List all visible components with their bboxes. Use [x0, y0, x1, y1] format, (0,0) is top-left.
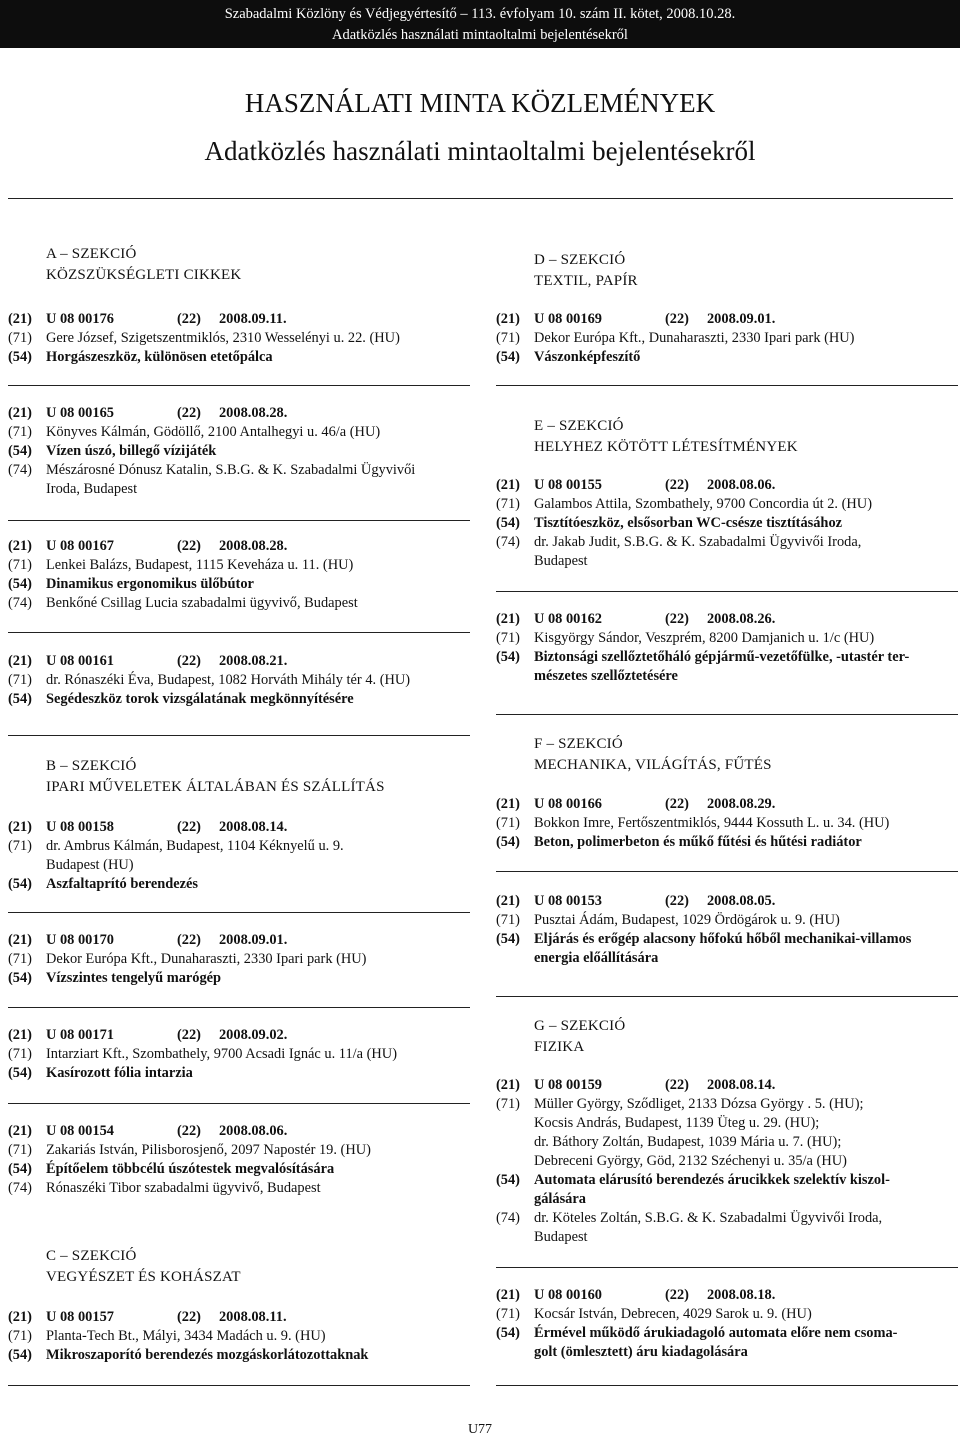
inid-code: (71) [496, 815, 520, 831]
invention-title: Eljárás és erőgép alacsony hőfokú hőből mechanikai-villamos [534, 931, 912, 947]
inid-code: (54) [8, 1161, 32, 1177]
record-u0800162 [496, 610, 909, 686]
record-line [496, 310, 854, 329]
record-line [8, 950, 366, 969]
record-text: dr. Báthory Zoltán, Budapest, 1039 Mária u. 7. (HU); [534, 1134, 842, 1150]
inid-code: (54) [496, 649, 520, 665]
inid-code: (54) [8, 876, 32, 892]
inid-code [8, 856, 46, 875]
divider [8, 632, 470, 633]
record-line [8, 348, 400, 367]
section-f [534, 734, 772, 776]
filing-date: 2008.08.18. [706, 1287, 776, 1303]
record-line [496, 795, 889, 814]
record-text: Intarziart Kft., Szombathely, 9700 Acsadi Ignác u. 11/a (HU) [46, 1046, 397, 1062]
record-u0800165 [8, 404, 415, 499]
record-u0800158 [8, 818, 344, 894]
page-number: U77 [467, 1422, 493, 1437]
section-name: E – SZEKCIÓ [534, 418, 624, 434]
record-line [8, 423, 415, 442]
inid-code: (21) [8, 1123, 32, 1139]
inid-code: (54) [8, 691, 32, 707]
inid-code: (54) [8, 1065, 32, 1081]
filing-date-code: (22) [177, 1123, 201, 1139]
record-text: Benkőné Csillag Lucia szabadalmi ügyvivő, Budapest [46, 595, 358, 611]
divider [496, 714, 958, 715]
record-line [496, 814, 889, 833]
record-line [496, 348, 854, 367]
filing-date-code: (22) [665, 477, 689, 493]
record-line [496, 667, 909, 686]
filing-date-code: (22) [177, 405, 201, 421]
filing-date: 2008.08.05. [706, 893, 776, 909]
section-a [46, 244, 241, 286]
record-text: Galambos Attila, Szombathely, 9700 Concordia út 2. (HU) [534, 496, 872, 512]
record-line [496, 629, 909, 648]
invention-title: Vízszintes tengelyű marógép [46, 970, 222, 986]
inid-code: (71) [8, 424, 32, 440]
inid-code [496, 1228, 534, 1247]
record-line [496, 892, 911, 911]
section-title: MECHANIKA, VILÁGÍTÁS, FŰTÉS [534, 757, 772, 773]
journal-line: Szabadalmi Közlöny és Védjegyértesítő – 113. évfolyam 10. szám II. kötet, 2008.10.28. [224, 6, 736, 22]
filing-date: 2008.09.11. [218, 311, 287, 327]
inid-code: (21) [8, 405, 32, 421]
section-title: HELYHEZ KÖTÖTT LÉTESÍTMÉNYEK [534, 439, 798, 455]
divider [8, 198, 953, 199]
record-text: Kocsis András, Budapest, 1139 Üteg u. 29. (HU); [534, 1115, 820, 1131]
filing-date-code: (22) [177, 653, 201, 669]
record-line [8, 1160, 371, 1179]
record-line [8, 837, 344, 856]
record-line [496, 1171, 890, 1190]
section-name: D – SZEKCIÓ [534, 252, 626, 268]
record-line [8, 818, 344, 837]
record-line [8, 671, 410, 690]
invention-title: Automata elárusító berendezés árucikkek szelektív kiszol- [534, 1172, 890, 1188]
record-u0800154 [8, 1122, 371, 1198]
section-name: G – SZEKCIÓ [534, 1018, 626, 1034]
record-line [496, 533, 872, 552]
record-u0800169 [496, 310, 854, 367]
application-number: U 08 00169 [534, 311, 602, 327]
record-line [496, 495, 872, 514]
invention-title: Beton, polimerbeton és műkő fűtési és hűtési radiátor [534, 834, 862, 850]
filing-date-code: (22) [665, 611, 689, 627]
inid-code: (21) [8, 653, 32, 669]
inid-code [496, 667, 534, 686]
record-line [496, 1343, 897, 1362]
record-line [496, 476, 872, 495]
divider [496, 996, 958, 997]
divider [496, 1385, 958, 1386]
filing-date-code: (22) [665, 1077, 689, 1093]
inid-code: (71) [496, 912, 520, 928]
inid-code: (21) [8, 932, 32, 948]
inid-code: (54) [8, 1347, 32, 1363]
inid-code: (21) [8, 311, 32, 327]
invention-title: Érmével működő árukiadagoló automata előre nem csoma- [534, 1325, 898, 1341]
filing-date-code: (22) [665, 796, 689, 812]
application-number: U 08 00166 [534, 796, 602, 812]
divider [8, 1007, 470, 1008]
inid-code: (71) [496, 496, 520, 512]
filing-date: 2008.08.11. [218, 1309, 287, 1325]
inid-code: (74) [8, 1180, 32, 1196]
record-line [8, 575, 358, 594]
inid-code: (71) [8, 1142, 32, 1158]
filing-date: 2008.09.01. [218, 932, 288, 948]
record-text: Kocsár István, Debrecen, 4029 Sarok u. 9. (HU) [534, 1306, 812, 1322]
record-line [496, 1305, 897, 1324]
record-line [496, 930, 911, 949]
application-number: U 08 00176 [46, 311, 114, 327]
section-title: VEGYÉSZET ÉS KOHÁSZAT [46, 1269, 241, 1285]
divider [8, 1385, 470, 1386]
record-line [8, 461, 415, 480]
divider [496, 1267, 958, 1268]
filing-date: 2008.09.02. [218, 1027, 288, 1043]
inid-code [496, 1190, 534, 1209]
invention-title: Építőelem többcélú úszótestek megvalósítására [46, 1161, 335, 1177]
record-line [8, 480, 415, 499]
application-number: U 08 00157 [46, 1309, 114, 1325]
record-u0800171 [8, 1026, 397, 1083]
section-name: B – SZEKCIÓ [46, 758, 137, 774]
filing-date-code: (22) [665, 893, 689, 909]
filing-date: 2008.08.14. [218, 819, 288, 835]
record-line [496, 1286, 897, 1305]
record-line [8, 969, 366, 988]
inid-code: (71) [8, 1328, 32, 1344]
inid-code: (71) [8, 672, 32, 688]
record-u0800161 [8, 652, 410, 709]
record-text: Kisgyörgy Sándor, Veszprém, 8200 Damjanich u. 1/c (HU) [534, 630, 875, 646]
inid-code: (54) [8, 970, 32, 986]
record-text: dr. Rónaszéki Éva, Budapest, 1082 Horváth Mihály tér 4. (HU) [46, 672, 411, 688]
inid-code: (74) [8, 595, 32, 611]
divider [8, 912, 470, 913]
inid-code: (71) [496, 630, 520, 646]
record-line [496, 1133, 890, 1152]
record-text: Planta-Tech Bt., Mályi, 3434 Madách u. 9. (HU) [46, 1328, 326, 1344]
record-text: Rónaszéki Tibor szabadalmi ügyvivő, Budapest [46, 1180, 321, 1196]
record-text: Budapest [534, 1229, 588, 1245]
record-line [8, 1026, 397, 1045]
section-title: KÖZSZÜKSÉGLETI CIKKEK [46, 267, 242, 283]
inid-code [496, 1114, 534, 1133]
filing-date: 2008.08.21. [218, 653, 288, 669]
inid-code: (71) [8, 838, 32, 854]
record-text: Mészárosné Dónusz Katalin, S.B.G. & K. Szabadalmi Ügyvivői [46, 462, 416, 478]
filing-date-code: (22) [177, 932, 201, 948]
inid-code: (21) [8, 538, 32, 554]
page-subtitle: Adatközlés használati mintaoltalmi bejelentésekről [204, 136, 756, 166]
record-line [496, 949, 911, 968]
inid-code [496, 949, 534, 968]
filing-date: 2008.08.28. [218, 538, 288, 554]
record-line [496, 1076, 890, 1095]
divider [496, 385, 958, 386]
record-line [496, 1190, 890, 1209]
application-number: U 08 00159 [534, 1077, 602, 1093]
inid-code: (71) [8, 951, 32, 967]
inid-code: (71) [496, 1306, 520, 1322]
record-line [8, 1045, 397, 1064]
inid-code: (74) [496, 534, 520, 550]
record-line [496, 1095, 890, 1114]
record-u0800160 [496, 1286, 897, 1362]
inid-code: (21) [496, 1287, 520, 1303]
record-u0800153 [496, 892, 911, 968]
record-line [8, 1327, 368, 1346]
invention-title: Dinamikus ergonomikus ülőbútor [46, 576, 254, 592]
inid-code: (54) [8, 349, 32, 365]
section-b [46, 756, 385, 798]
record-line [8, 310, 400, 329]
inid-code: (71) [496, 1096, 520, 1112]
record-line [8, 690, 410, 709]
inid-code: (54) [496, 349, 520, 365]
divider [8, 520, 470, 521]
inid-code [496, 1343, 534, 1362]
invention-title: mészetes szellőztetésére [534, 668, 678, 684]
invention-title: Horgászeszköz, különösen etetőpálca [46, 349, 273, 365]
filing-date: 2008.08.14. [706, 1077, 776, 1093]
application-number: U 08 00167 [46, 538, 114, 554]
invention-title: Segédeszköz torok vizsgálatának megkönnyítésére [46, 691, 354, 707]
divider [496, 871, 958, 872]
inid-code [496, 1152, 534, 1171]
record-text: Budapest (HU) [46, 857, 134, 873]
inid-code: (54) [496, 931, 520, 947]
record-line [8, 875, 344, 894]
record-line [8, 1141, 371, 1160]
application-number: U 08 00160 [534, 1287, 602, 1303]
inid-code: (21) [496, 611, 520, 627]
record-line [496, 648, 909, 667]
filing-date-code: (22) [665, 311, 689, 327]
inid-code: (54) [8, 443, 32, 459]
invention-title: Mikroszaporító berendezés mozgáskorlátozottaknak [46, 1347, 369, 1363]
inid-code: (21) [496, 1077, 520, 1093]
inid-code [496, 552, 534, 571]
inid-code: (74) [8, 462, 32, 478]
record-line [8, 404, 415, 423]
record-u0800159 [496, 1076, 890, 1247]
record-line [8, 556, 358, 575]
record-text: Lenkei Balázs, Budapest, 1115 Keveháza u. 11. (HU) [46, 557, 354, 573]
record-line [496, 1114, 890, 1133]
inid-code: (21) [496, 477, 520, 493]
record-u0800155 [496, 476, 872, 571]
filing-date: 2008.09.01. [706, 311, 776, 327]
section-title: FIZIKA [534, 1039, 585, 1055]
record-text: Zakariás István, Pilisborosjenő, 2097 Napostér 19. (HU) [46, 1142, 371, 1158]
filing-date-code: (22) [177, 538, 201, 554]
record-line [8, 594, 358, 613]
record-line [496, 911, 911, 930]
inid-code [8, 480, 46, 499]
record-text: Pusztai Ádám, Budapest, 1029 Ördögárok u. 9. (HU) [534, 912, 840, 928]
record-line [496, 514, 872, 533]
application-number: U 08 00154 [46, 1123, 114, 1139]
application-number: U 08 00171 [46, 1027, 114, 1043]
divider [8, 1103, 470, 1104]
record-text: dr. Köteles Zoltán, S.B.G. & K. Szabadalmi Ügyvivői Iroda, [534, 1210, 883, 1226]
record-line [496, 1152, 890, 1171]
record-line [496, 552, 872, 571]
invention-title: Kasírozott fólia intarzia [46, 1065, 193, 1081]
filing-date-code: (22) [177, 1309, 201, 1325]
record-text: Bokkon Imre, Fertőszentmiklós, 9444 Kossuth L. u. 34. (HU) [534, 815, 890, 831]
inid-code: (71) [8, 1046, 32, 1062]
application-number: U 08 00158 [46, 819, 114, 835]
section-e [534, 416, 798, 458]
running-header [0, 0, 960, 48]
section-name: F – SZEKCIÓ [534, 736, 623, 752]
application-number: U 08 00165 [46, 405, 114, 421]
divider [8, 385, 470, 386]
section-c [46, 1246, 241, 1288]
inid-code: (71) [8, 330, 32, 346]
filing-date-code: (22) [177, 819, 201, 835]
inid-code: (54) [496, 1325, 520, 1341]
filing-date: 2008.08.06. [706, 477, 776, 493]
record-line [8, 537, 358, 556]
section-g [534, 1016, 625, 1058]
record-u0800176 [8, 310, 400, 367]
invention-title: gálására [534, 1191, 586, 1207]
record-line [496, 1228, 890, 1247]
record-u0800166 [496, 795, 889, 852]
section-title: IPARI MŰVELETEK ÁLTALÁBAN ÉS SZÁLLÍTÁS [46, 779, 385, 795]
record-text: Debreceni György, Göd, 2132 Széchenyi u. 35/a (HU) [534, 1153, 847, 1169]
invention-title: Biztonsági szellőztetőháló gépjármű-vezetőfülke, -utastér ter- [534, 649, 910, 665]
record-line [496, 1324, 897, 1343]
divider [8, 735, 470, 736]
application-number: U 08 00155 [534, 477, 602, 493]
record-line [8, 329, 400, 348]
filing-date-code: (22) [177, 1027, 201, 1043]
inid-code: (71) [8, 557, 32, 573]
filing-date: 2008.08.26. [706, 611, 776, 627]
filing-date: 2008.08.28. [218, 405, 288, 421]
record-text: Dekor Európa Kft., Dunaharaszti, 2330 Ipari park (HU) [534, 330, 855, 346]
record-line [8, 442, 415, 461]
record-u0800157 [8, 1308, 368, 1365]
inid-code: (21) [8, 1027, 32, 1043]
record-text: Dekor Európa Kft., Dunaharaszti, 2330 Ipari park (HU) [46, 951, 367, 967]
record-text: Könyves Kálmán, Gödöllő, 2100 Antalhegyi u. 46/a (HU) [46, 424, 381, 440]
divider [496, 591, 958, 592]
page-title: HASZNÁLATI MINTA KÖZLEMÉNYEK [244, 88, 716, 118]
invention-title: Aszfaltaprító berendezés [46, 876, 199, 892]
inid-code: (54) [496, 834, 520, 850]
record-text: Iroda, Budapest [46, 481, 138, 497]
record-text: dr. Ambrus Kálmán, Budapest, 1104 Kéknyelű u. 9. [46, 838, 344, 854]
section-d [534, 250, 638, 292]
inid-code: (71) [496, 330, 520, 346]
record-line [496, 329, 854, 348]
record-line [496, 1209, 890, 1228]
record-u0800167 [8, 537, 358, 613]
record-line [8, 856, 344, 875]
section-name: A – SZEKCIÓ [46, 246, 137, 262]
record-u0800170 [8, 931, 366, 988]
inid-code: (21) [8, 819, 32, 835]
invention-title: Tisztítóeszköz, elsősorban WC-csésze tisztításához [534, 515, 843, 531]
header-subtitle: Adatközlés használati mintaoltalmi bejelentésekről [332, 27, 628, 43]
record-line [8, 1122, 371, 1141]
filing-date-code: (22) [665, 1287, 689, 1303]
inid-code [496, 1133, 534, 1152]
application-number: U 08 00153 [534, 893, 602, 909]
filing-date: 2008.08.29. [706, 796, 776, 812]
application-number: U 08 00170 [46, 932, 114, 948]
invention-title: Vászonképfeszítő [534, 349, 641, 365]
inid-code: (21) [496, 893, 520, 909]
inid-code: (21) [496, 311, 520, 327]
record-line [496, 833, 889, 852]
record-line [496, 610, 909, 629]
filing-date-code: (22) [177, 311, 201, 327]
record-line [8, 931, 366, 950]
inid-code: (54) [496, 1172, 520, 1188]
record-text: Müller György, Sződliget, 2133 Dózsa György . 5. (HU); [534, 1096, 864, 1112]
inid-code: (54) [496, 515, 520, 531]
inid-code: (54) [8, 576, 32, 592]
record-line [8, 1308, 368, 1327]
record-line [8, 652, 410, 671]
section-name: C – SZEKCIÓ [46, 1248, 137, 1264]
inid-code: (74) [496, 1210, 520, 1226]
inid-code: (21) [496, 796, 520, 812]
section-title: TEXTIL, PAPÍR [534, 273, 638, 289]
record-line [8, 1064, 397, 1083]
invention-title: energia előállítására [534, 950, 659, 966]
filing-date: 2008.08.06. [218, 1123, 288, 1139]
record-text: Budapest [534, 553, 588, 569]
inid-code: (21) [8, 1309, 32, 1325]
invention-title: golt (ömlesztett) áru kiadagolására [534, 1344, 748, 1360]
application-number: U 08 00161 [46, 653, 114, 669]
record-text: dr. Jakab Judit, S.B.G. & K. Szabadalmi Ügyvivői Iroda, [534, 534, 862, 550]
record-line [8, 1346, 368, 1365]
application-number: U 08 00162 [534, 611, 602, 627]
record-text: Gere József, Szigetszentmiklós, 2310 Wesselényi u. 22. (HU) [46, 330, 400, 346]
invention-title: Vízen úszó, billegő vízijáték [46, 443, 217, 459]
record-line [8, 1179, 371, 1198]
